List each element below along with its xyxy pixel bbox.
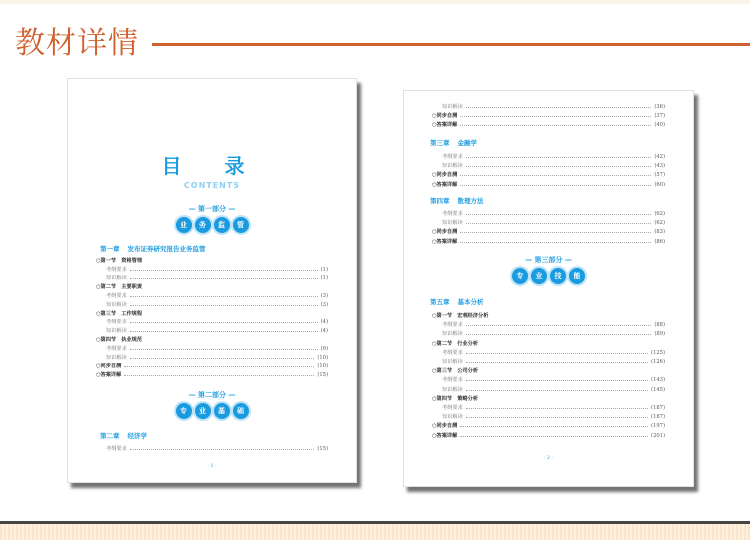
toc-leader-dots <box>460 116 651 117</box>
toc-entry-page: (42) <box>654 154 665 161</box>
toc-leader-dots <box>130 331 318 332</box>
toc-entry-label: ○同步自测 <box>432 229 458 236</box>
toc-entry <box>432 153 665 162</box>
toc-entry-page: (37) <box>654 113 665 120</box>
toc-leader-dots <box>130 278 318 279</box>
chapter-heading <box>100 432 147 440</box>
part-badge: 础 <box>233 403 249 419</box>
toc-leader-dots <box>460 232 651 233</box>
toc-entry-label: 知识解读 <box>442 220 463 227</box>
toc-entry-label: ○答案详解 <box>96 372 122 379</box>
toc-entry-label: 考纲要求 <box>442 377 463 384</box>
toc-entry <box>432 228 665 237</box>
toc-entry-page: (43) <box>654 163 665 170</box>
toc-leader-dots <box>460 185 651 186</box>
toc-entry-label: 考纲要求 <box>442 404 463 411</box>
part-badge: 基 <box>214 403 230 419</box>
toc-leader-dots <box>466 362 648 363</box>
part-heading: — 第三部分 — <box>525 256 572 264</box>
toc-entry-label: ○第四节 策略分析 <box>432 395 479 402</box>
toc-entry-label: ○同步自测 <box>96 363 122 370</box>
toc-leader-dots <box>124 375 314 376</box>
toc-entry-label: 考纲要求 <box>106 293 127 300</box>
toc-entry-label: 考纲要求 <box>106 266 127 273</box>
toc-entry-page: (143) <box>651 377 665 384</box>
toc-entry <box>432 103 665 112</box>
toc-entry-page: (60) <box>654 181 665 188</box>
chapter-name: 金融学 <box>457 139 477 147</box>
toc-entry <box>96 363 328 372</box>
toc-leader-dots <box>466 334 652 335</box>
toc-entry-label: 考纲要求 <box>106 345 127 352</box>
bottom-band <box>0 524 750 540</box>
toc-entry-label: ○答案详解 <box>432 238 458 245</box>
part-badge: 业 <box>531 268 547 284</box>
chapter-number: 第四章 <box>430 197 450 205</box>
toc-leader-dots <box>466 353 648 354</box>
toc-leader-dots <box>460 175 651 176</box>
chapter-name: 数理方法 <box>457 197 484 205</box>
toc-entry <box>432 395 665 404</box>
toc-entry <box>432 358 665 367</box>
toc-list <box>96 445 328 454</box>
toc-entry <box>432 219 665 228</box>
toc-entry-page: (1) <box>320 266 328 273</box>
toc-entry-label: 知识解读 <box>442 359 463 366</box>
toc-entry-label: 知识解读 <box>442 386 463 393</box>
page-number: · 1 · <box>207 463 217 469</box>
toc-entry <box>432 349 665 358</box>
toc-leader-dots <box>130 305 318 306</box>
toc-entry-label: 考纲要求 <box>442 322 463 329</box>
toc-entry-page: (9) <box>320 345 328 352</box>
toc-entry <box>96 319 328 328</box>
toc-entry <box>432 162 665 171</box>
toc-entry-label: ○答案详解 <box>432 122 458 129</box>
toc-entry <box>432 422 665 431</box>
chapter-heading <box>100 245 206 253</box>
toc-list <box>432 153 665 190</box>
toc-entry <box>96 354 328 363</box>
toc-entry-label: ○同步自测 <box>432 113 458 120</box>
toc-entry-label: 考纲要求 <box>106 445 127 452</box>
toc-entry-page: (197) <box>651 423 665 430</box>
part-badge: 技 <box>550 268 566 284</box>
toc-leader-dots <box>130 322 318 323</box>
toc-entry <box>432 238 665 247</box>
toc-leader-dots <box>130 296 318 297</box>
toc-entry-label: 知识解读 <box>442 104 463 111</box>
chapter-number: 第五章 <box>430 298 450 306</box>
toc-entry <box>96 292 328 301</box>
toc-entry-page: (15) <box>317 372 328 379</box>
toc-entry <box>96 301 328 310</box>
toc-title: 目 录 <box>161 154 263 178</box>
toc-subtitle: CONTENTS <box>183 181 241 190</box>
part-heading: — 第一部分 — <box>188 205 236 213</box>
toc-entry-page: (3) <box>320 293 328 300</box>
toc-entry-label: ○第三节 公司分析 <box>432 368 479 375</box>
toc-entry-label: ○第四节 执业规范 <box>96 337 143 344</box>
toc-entry <box>432 210 665 219</box>
toc-entry <box>432 376 665 385</box>
toc-entry-page: (10) <box>317 354 328 361</box>
toc-entry <box>432 413 665 422</box>
toc-entry-page: (88) <box>654 322 665 329</box>
toc-entry <box>96 345 328 354</box>
toc-leader-dots <box>466 214 652 215</box>
toc-entry-page: (1) <box>320 275 328 282</box>
toc-entry-page: (187) <box>651 404 665 411</box>
title-rule <box>152 43 750 46</box>
toc-leader-dots <box>460 242 651 243</box>
toc-entry-page: (57) <box>654 172 665 179</box>
toc-leader-dots <box>466 166 652 167</box>
toc-leader-dots <box>466 325 652 326</box>
toc-entry <box>96 266 328 275</box>
toc-leader-dots <box>460 426 648 427</box>
part-badge: 务 <box>195 217 211 233</box>
chapter-heading <box>430 139 477 147</box>
chapter-heading <box>430 197 484 205</box>
toc-entry-label: 考纲要求 <box>442 154 463 161</box>
toc-entry-label: ○第二节 主要职责 <box>96 284 143 291</box>
toc-list <box>432 312 665 441</box>
toc-entry-page: (201) <box>651 432 665 439</box>
chapter-number: 第三章 <box>430 139 450 147</box>
toc-leader-dots <box>130 270 318 271</box>
toc-entry-label: ○第三节 工作规程 <box>96 310 143 317</box>
toc-leader-dots <box>460 125 651 126</box>
toc-entry-label: ○同步自测 <box>432 172 458 179</box>
toc-list <box>432 210 665 247</box>
part-badges <box>68 217 356 233</box>
page-number: · 2 · <box>543 455 554 461</box>
chapter-name: 经济学 <box>127 432 147 440</box>
part-heading: — 第二部分 — <box>188 391 236 399</box>
toc-entry <box>432 386 665 395</box>
toc-entry <box>96 257 328 266</box>
toc-entry-label: 考纲要求 <box>106 319 127 326</box>
toc-entry-label: ○第一节 宏观经济分析 <box>432 313 489 320</box>
toc-entry-page: (4) <box>320 328 328 335</box>
toc-entry <box>96 275 328 284</box>
toc-leader-dots <box>466 417 648 418</box>
toc-leader-dots <box>466 157 652 158</box>
toc-leader-dots <box>466 107 652 108</box>
toc-entry <box>432 404 665 413</box>
part-badge: 业 <box>176 217 192 233</box>
toc-entry-page: (62) <box>654 220 665 227</box>
toc-entry-page: (125) <box>651 349 665 356</box>
toc-entry-page: (187) <box>651 414 665 421</box>
toc-entry <box>96 283 328 292</box>
toc-entry-page: (10) <box>317 363 328 370</box>
toc-entry-label: 考纲要求 <box>442 349 463 356</box>
toc-entry <box>432 340 665 349</box>
part-badge: 专 <box>512 268 528 284</box>
toc-leader-dots <box>466 380 648 381</box>
toc-entry-page: (4) <box>320 319 328 326</box>
toc-entry-page: (126) <box>651 359 665 366</box>
toc-entry-label: 知识解读 <box>106 328 127 335</box>
toc-entry-label: 知识解读 <box>442 331 463 338</box>
toc-entry-label: ○第二节 行业分析 <box>432 340 479 347</box>
toc-entry-label: 知识解读 <box>106 354 127 361</box>
toc-leader-dots <box>124 366 314 367</box>
toc-entry <box>432 121 665 130</box>
chapter-number: 第一章 <box>100 245 120 253</box>
toc-entry-page: (83) <box>654 229 665 236</box>
chapter-name: 基本分析 <box>457 298 484 306</box>
toc-entry <box>96 445 328 454</box>
toc-entry-label: 知识解读 <box>106 275 127 282</box>
part-badges <box>68 403 356 419</box>
toc-entry <box>96 310 328 319</box>
toc-list <box>432 103 665 131</box>
toc-entry <box>432 181 665 190</box>
toc-entry-label: ○答案详解 <box>432 181 458 188</box>
toc-leader-dots <box>466 408 648 409</box>
toc-entry-label: 知识解读 <box>442 414 463 421</box>
toc-entry-page: (89) <box>654 331 665 338</box>
toc-leader-dots <box>460 436 648 437</box>
chapter-name: 发布证券研究报告业务监管 <box>127 245 206 253</box>
chapter-heading <box>430 298 484 306</box>
toc-entry <box>432 312 665 321</box>
toc-entry <box>96 336 328 345</box>
toc-entry-label: ○第一节 资格管理 <box>96 257 143 264</box>
toc-list <box>96 257 328 380</box>
chapter-number: 第二章 <box>100 432 120 440</box>
toc-leader-dots <box>130 349 318 350</box>
toc-entry-page: (36) <box>654 104 665 111</box>
toc-leader-dots <box>466 390 648 391</box>
toc-page-right <box>403 90 694 487</box>
toc-entry-label: ○同步自测 <box>432 423 458 430</box>
part-badges <box>404 268 693 284</box>
toc-entry-label: ○答案详解 <box>432 432 458 439</box>
section-title: 教材详情 <box>15 26 139 61</box>
part-badge: 管 <box>233 217 249 233</box>
toc-entry <box>96 371 328 380</box>
part-badge: 专 <box>176 403 192 419</box>
toc-entry <box>432 321 665 330</box>
toc-leader-dots <box>130 358 315 359</box>
toc-entry <box>432 431 665 440</box>
toc-entry-page: (40) <box>654 122 665 129</box>
part-badge: 业 <box>195 403 211 419</box>
toc-leader-dots <box>466 223 652 224</box>
toc-entry-page: (15) <box>317 445 328 452</box>
toc-entry-label: 知识解读 <box>442 163 463 170</box>
toc-entry-page: (86) <box>654 238 665 245</box>
toc-entry-page: (3) <box>320 301 328 308</box>
toc-page-left <box>67 78 357 483</box>
toc-entry <box>96 327 328 336</box>
toc-entry-page: (145) <box>651 386 665 393</box>
toc-leader-dots <box>130 449 315 450</box>
toc-entry-label: 考纲要求 <box>442 211 463 218</box>
toc-entry-label: 知识解读 <box>106 301 127 308</box>
toc-entry <box>432 171 665 180</box>
toc-entry <box>432 112 665 121</box>
part-badge: 监 <box>214 217 230 233</box>
toc-entry-page: (62) <box>654 211 665 218</box>
top-band <box>0 0 750 4</box>
toc-entry <box>432 330 665 339</box>
toc-entry <box>432 367 665 376</box>
part-badge: 能 <box>569 268 585 284</box>
